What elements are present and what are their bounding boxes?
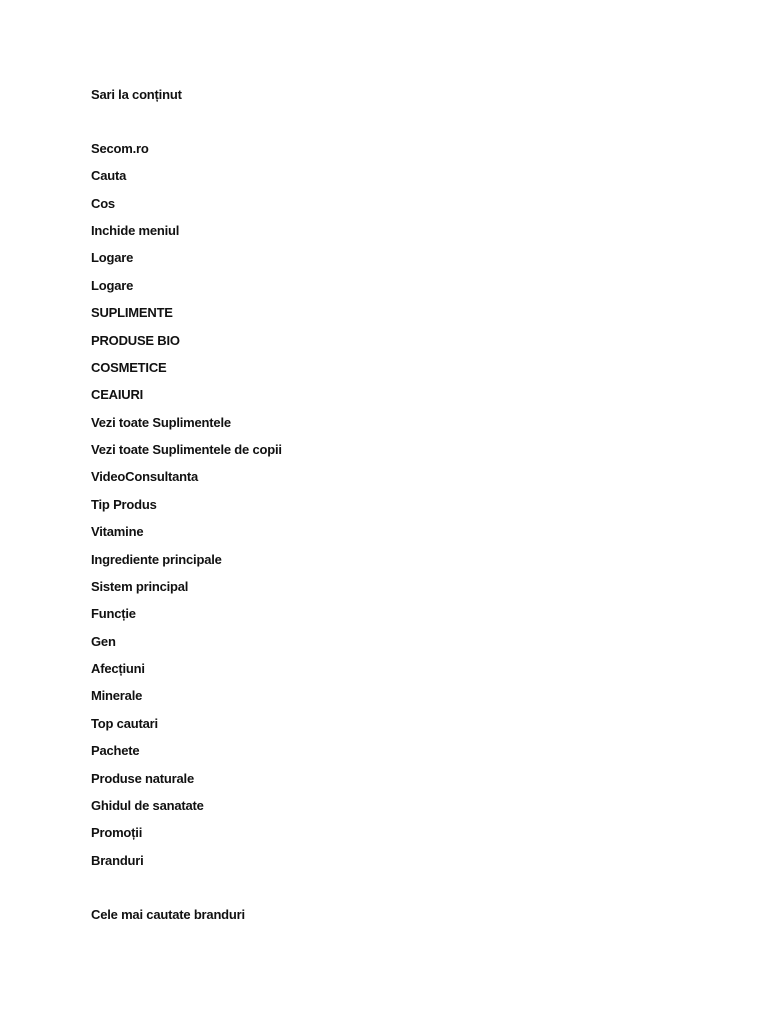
menu-item-children-supplements[interactable]: Vezi toate Suplimentele de copii	[91, 442, 282, 457]
search-link[interactable]: Cauta	[91, 168, 127, 183]
login-link-secondary[interactable]: Logare	[91, 278, 134, 293]
category-supplements[interactable]: SUPLIMENTE	[91, 305, 173, 320]
menu-item-vitamins[interactable]: Vitamine	[91, 524, 144, 539]
menu-item-minerals[interactable]: Minerale	[91, 688, 143, 703]
menu-item-health-guide[interactable]: Ghidul de sanatate	[91, 798, 204, 813]
menu-item-top-searches[interactable]: Top cautari	[91, 716, 158, 731]
menu-item-function[interactable]: Funcție	[91, 606, 136, 621]
menu-item-natural-products[interactable]: Produse naturale	[91, 771, 194, 786]
category-cosmetics[interactable]: COSMETICE	[91, 360, 167, 375]
brands-section-heading: Cele mai cautate branduri	[91, 907, 245, 922]
menu-item-main-ingredients[interactable]: Ingrediente principale	[91, 552, 222, 567]
menu-item-conditions[interactable]: Afecțiuni	[91, 661, 145, 676]
menu-item-brands[interactable]: Branduri	[91, 853, 144, 868]
close-menu-link[interactable]: Inchide meniul	[91, 223, 180, 238]
site-name-link[interactable]: Secom.ro	[91, 141, 149, 156]
menu-item-promotions[interactable]: Promoții	[91, 825, 143, 840]
category-teas[interactable]: CEAIURI	[91, 387, 144, 402]
skip-to-content-link[interactable]: Sari la conținut	[91, 87, 182, 102]
menu-item-main-system[interactable]: Sistem principal	[91, 579, 189, 594]
cart-link[interactable]: Cos	[91, 196, 115, 211]
menu-item-packages[interactable]: Pachete	[91, 743, 140, 758]
menu-item-all-supplements[interactable]: Vezi toate Suplimentele	[91, 415, 231, 430]
login-link[interactable]: Logare	[91, 250, 134, 265]
menu-item-gender[interactable]: Gen	[91, 634, 116, 649]
category-bio-products[interactable]: PRODUSE BIO	[91, 333, 180, 348]
menu-item-videoconsultanta[interactable]: VideoConsultanta	[91, 469, 199, 484]
menu-item-product-type[interactable]: Tip Produs	[91, 497, 157, 512]
